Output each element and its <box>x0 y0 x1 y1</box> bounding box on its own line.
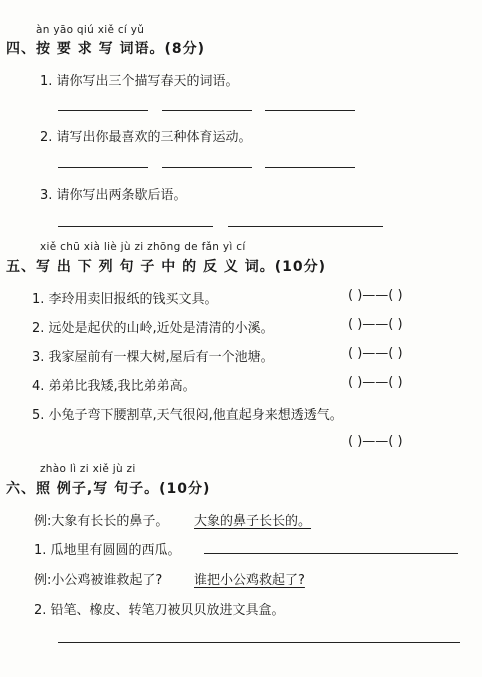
section4-title: 四、按 要 求 写 词语。(8分) <box>6 41 206 57</box>
answer-blank[interactable] <box>58 642 460 643</box>
antonym-answer-pair[interactable]: ( )——( ) <box>348 346 403 361</box>
section4-pinyin: àn yāo qiú xiě cí yǔ <box>36 24 145 36</box>
example-1-answer: 大象的鼻子长长的。 <box>194 514 312 529</box>
section5-pinyin: xiě chū xià liè jù zi zhōng de fǎn yì cí <box>40 241 246 253</box>
answer-blank[interactable] <box>58 226 213 227</box>
example-2: 例:小公鸡被谁救起了? <box>34 573 163 588</box>
section6-question-2: 2. 铅笔、橡皮、转笔刀被贝贝放进文具盒。 <box>34 603 285 618</box>
section6-question-1: 1. 瓜地里有圆圆的西瓜。 <box>34 543 181 558</box>
antonym-answer-pair[interactable]: ( )——( ) <box>348 434 403 449</box>
section5-item-2: 2. 远处是起伏的山岭,近处是清清的小溪。 <box>32 321 274 336</box>
section5-item-4: 4. 弟弟比我矮,我比弟弟高。 <box>32 379 196 394</box>
antonym-answer-pair[interactable]: ( )——( ) <box>348 375 403 390</box>
antonym-answer-pair[interactable]: ( )——( ) <box>348 288 403 303</box>
section4-question-2: 2. 请写出你最喜欢的三种体育运动。 <box>40 130 252 145</box>
antonym-answer-pair[interactable]: ( )——( ) <box>348 317 403 332</box>
section6-title: 六、照 例子,写 句子。(10分) <box>6 481 211 497</box>
section4-question-3: 3. 请你写出两条歇后语。 <box>40 188 187 203</box>
answer-blank[interactable] <box>265 167 355 168</box>
answer-blank[interactable] <box>162 167 252 168</box>
answer-blank[interactable] <box>228 226 383 227</box>
section5-item-5: 5. 小兔子弯下腰割草,天气很闷,他直起身来想透透气。 <box>32 408 343 423</box>
answer-blank[interactable] <box>204 553 458 554</box>
section5-item-3: 3. 我家屋前有一棵大树,屋后有一个池塘。 <box>32 350 274 365</box>
example-1: 例:大象有长长的鼻子。 <box>34 514 169 529</box>
section5-item-1: 1. 李玲用卖旧报纸的钱买文具。 <box>32 292 218 307</box>
answer-blank[interactable] <box>58 167 148 168</box>
answer-blank[interactable] <box>58 110 148 111</box>
section4-question-1: 1. 请你写出三个描写春天的词语。 <box>40 74 239 89</box>
answer-blank[interactable] <box>162 110 252 111</box>
section5-title: 五、写 出 下 列 句 子 中 的 反 义 词。(10分) <box>6 259 327 275</box>
answer-blank[interactable] <box>265 110 355 111</box>
section6-pinyin: zhào lì zi xiě jù zi <box>40 463 136 475</box>
example-2-answer: 谁把小公鸡救起了? <box>194 573 305 588</box>
